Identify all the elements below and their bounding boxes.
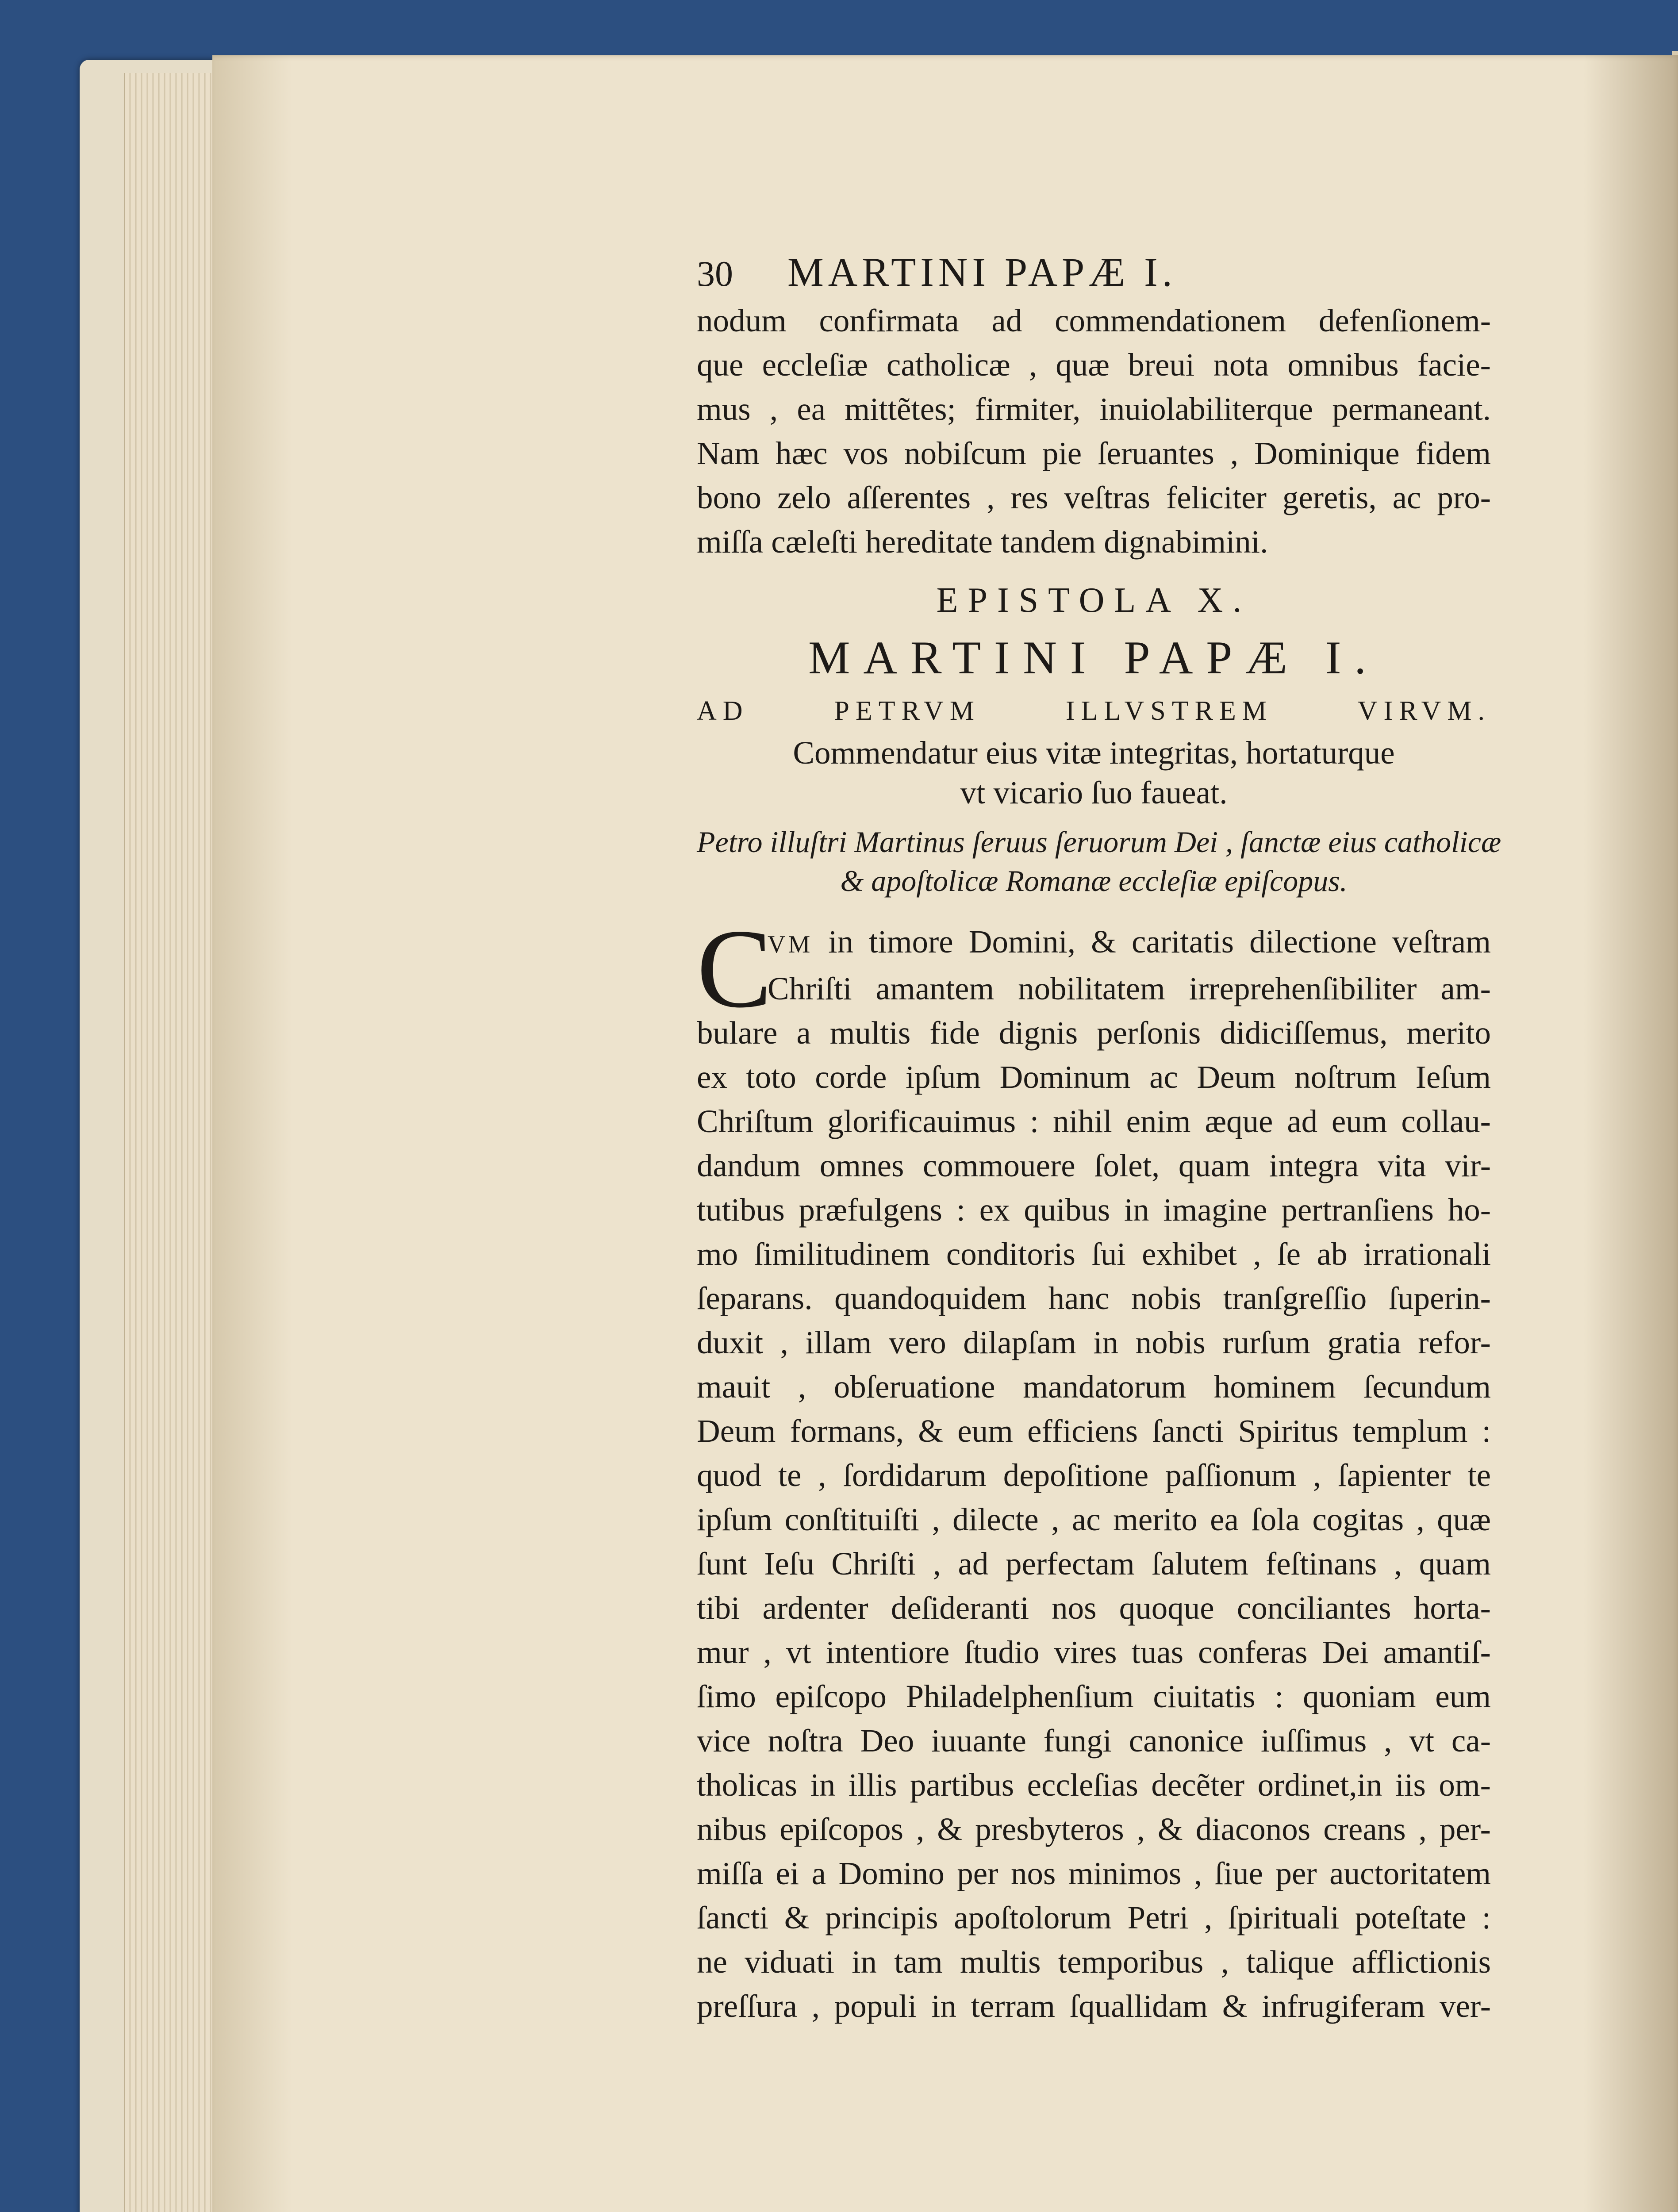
epistle-body bbox=[697, 906, 1491, 2028]
text-line: vice noſtra Deo iuuante fungi canonice iuſſimus , vt ca- bbox=[697, 1723, 1491, 1759]
text-line: nodum confirmata ad commendationem defenſionem- bbox=[697, 303, 1491, 338]
epistle-summary-line: Commendatur eius vitæ integritas, hortaturque bbox=[793, 735, 1395, 771]
text-line: Nam hæc vos nobiſcum pie ſeruantes , Dominique fidem bbox=[697, 435, 1491, 471]
page-gutter bbox=[1584, 55, 1678, 2212]
text-line: ne viduati in tam multis temporibus , talique afflictionis bbox=[697, 1944, 1491, 1980]
text-line: miſſa ei a Domino per nos minimos , ſiue per auctoritatem bbox=[697, 1855, 1491, 1891]
first-line-text: in timore Domini, & caritatis dilectione veſtram bbox=[813, 924, 1491, 960]
epistle-author: MARTINI PAPÆ I. bbox=[808, 632, 1379, 684]
text-line: ex toto corde ipſum Dominum ac Deum noſtrum Ieſum bbox=[697, 1059, 1491, 1095]
text-line: mo ſimilitudinem conditoris ſui exhibet , ſe ab irrationali bbox=[697, 1236, 1491, 1272]
text-line: Chriſtum glorificauimus : nihil enim æque ad eum collau- bbox=[697, 1103, 1491, 1139]
epistle-addressee: AD PETRVM ILLVSTREM VIRVM. bbox=[697, 696, 1491, 726]
text-line: preſſura , populi in terram ſquallidam & infrugiferam ver- bbox=[697, 1988, 1491, 2024]
salutation-line: & apoſtolicæ Romanæ eccleſiæ epiſcopus. bbox=[840, 864, 1348, 898]
text-line: bulare a multis fide dignis perſonis didiciſſemus, merito bbox=[697, 1015, 1491, 1051]
text-block bbox=[697, 250, 1501, 2028]
text-line: quod te , ſordidarum depoſitione paſſionum , ſapienter te bbox=[697, 1457, 1491, 1493]
epistle-summary-line: vt vicario ſuo faueat. bbox=[960, 775, 1228, 810]
epistle-number: EPISTOLA X. bbox=[936, 581, 1252, 620]
text-line: mus , ea mittẽtes; firmiter, inuiolabiliterque permaneant. bbox=[697, 391, 1491, 427]
text-line: ſunt Ieſu Chriſti , ad perfectam ſalutem feſtinans , quam bbox=[697, 1546, 1491, 1582]
page-header bbox=[697, 250, 1491, 299]
text-line: mauit , obſeruatione mandatorum hominem ſecundum bbox=[697, 1369, 1491, 1405]
text-line: Chriſti amantem nobilitatem irreprehenſibiliter am- bbox=[768, 971, 1491, 1006]
text-line: dandum omnes commouere ſolet, quam integra vita vir- bbox=[697, 1148, 1491, 1183]
text-line: Deum formans, & eum efficiens ſancti Spiritus templum : bbox=[697, 1413, 1491, 1449]
text-line: tholicas in illis partibus eccleſias decẽter ordinet,in iis om- bbox=[697, 1767, 1491, 1803]
text-line: ſancti & principis apoſtolorum Petri , ſpirituali poteſtate : bbox=[697, 1900, 1491, 1936]
salutation-line: Petro illuſtri Martinus ſeruus ſeruorum Dei , ſanctæ eius catholicæ bbox=[697, 825, 1501, 859]
text-line bbox=[697, 920, 1491, 967]
text-line: duxit , illam vero dilapſam in nobis rurſum gratia refor- bbox=[697, 1325, 1491, 1360]
text-line: ſimo epiſcopo Philadelphenſium ciuitatis : quoniam eum bbox=[697, 1678, 1491, 1714]
text-line: ſeparans. quandoquidem hanc nobis tranſgreſſio ſuperin- bbox=[697, 1280, 1491, 1316]
text-line: tutibus præfulgens : ex quibus in imagine pertranſiens ho- bbox=[697, 1192, 1491, 1228]
running-title: MARTINI PAPÆ I. bbox=[787, 250, 1177, 295]
text-line: mur , vt intentiore ſtudio vires tuas conferas Dei amantiſ- bbox=[697, 1634, 1491, 1670]
small-caps-opening: VM bbox=[768, 931, 813, 958]
text-line: tibi ardenter deſideranti nos quoque conciliantes horta- bbox=[697, 1590, 1491, 1626]
text-line: bono zelo aſſerentes , res veſtras feliciter geretis, ac pro- bbox=[697, 480, 1491, 515]
text-line: miſſa cæleſti hereditate tandem dignabimini. bbox=[697, 524, 1268, 560]
text-line: ipſum conſtituiſti , dilecte , ac merito ea ſola cogitas , quæ bbox=[697, 1502, 1491, 1537]
text-line: que eccleſiæ catholicæ , quæ breui nota omnibus facie- bbox=[697, 347, 1491, 383]
drop-capital: C bbox=[697, 906, 772, 1031]
page-number: 30 bbox=[697, 253, 733, 294]
text-line: nibus epiſcopos , & presbyteros , & diaconos creans , per- bbox=[697, 1811, 1491, 1847]
top-paragraph bbox=[697, 299, 1491, 564]
